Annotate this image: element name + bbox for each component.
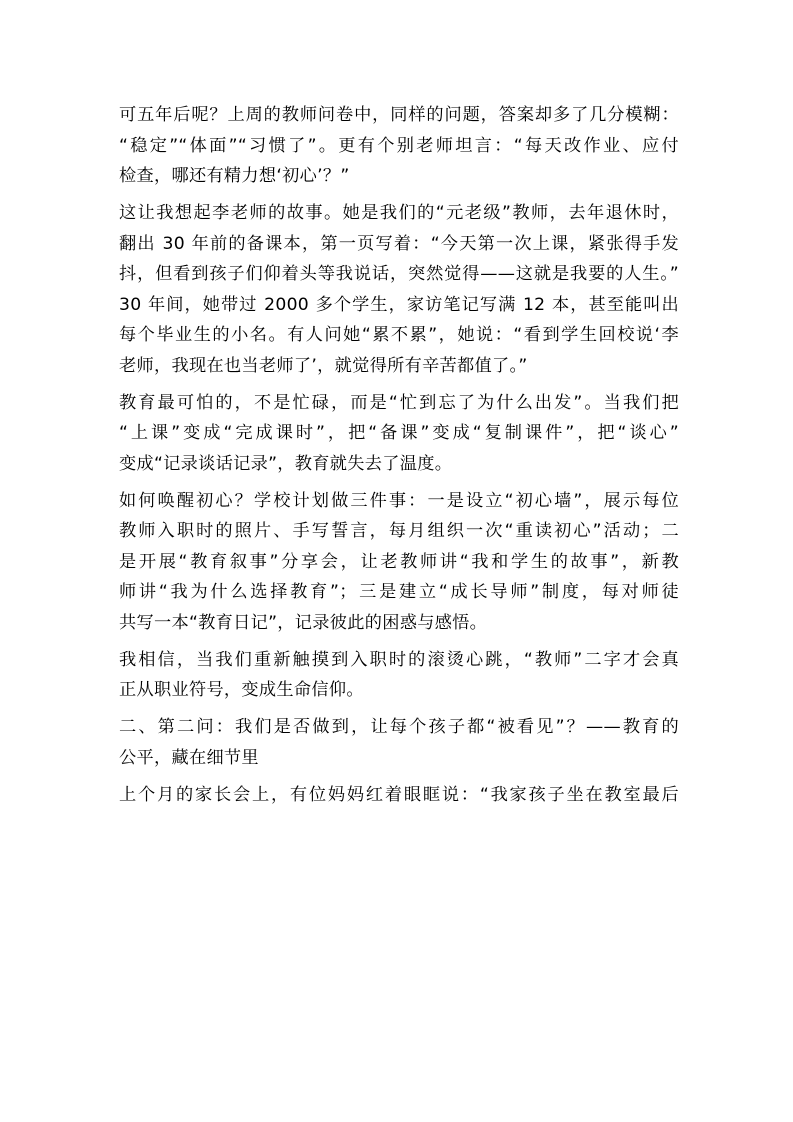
paragraph [119,100,679,192]
paragraph [119,486,679,639]
text-line: 我相信，当我们重新触摸到入职时的滚烫心跳，“教师”二字才会真 [119,649,679,670]
text-line: 30 年间，她带过 2000 多个学生，家访笔记写满 12 本，甚至能叫出 [119,294,679,315]
text-line: 抖，但看到孩子们仰着头等我说话，突然觉得——这就是我要的人生。” [119,264,679,284]
text-line: 师讲“我为什么选择教育”；三是建立“成长导师”制度，每对师徒 [119,582,679,602]
text-line: 二、第二问：我们是否做到，让每个孩子都“被看见”？——教育的 [119,717,679,737]
text-line: 检查，哪还有精力想‘初心’？” [119,166,350,186]
text-line: 如何唤醒初心？学校计划做三件事：一是设立“初心墙”，展示每位 [119,490,679,511]
text-line: 公平，藏在细节里 [119,747,259,768]
paragraph [119,388,679,480]
section-heading [119,712,679,773]
text-line: 这让我想起李老师的故事。她是我们的“元老级”教师，去年退休时， [119,203,679,223]
text-line: 教师入职时的照片、手写誓言，每月组织一次“重读初心”活动；二 [119,521,679,541]
text-line: 翻出 30 年前的备课本，第一页写着：“今天第一次上课，紧张得手发 [119,233,679,254]
text-line: 上个月的家长会上，有位妈妈红着眼眶说：“我家孩子坐在教室最后 [119,784,679,805]
paragraph [119,645,679,706]
document-body [119,100,679,810]
paragraph [119,780,679,811]
text-line: 老师，我现在也当老师了’，就觉得所有辛苦都值了。” [119,355,528,376]
text-line: 共写一本“教育日记”，记录彼此的困惑与感悟。 [119,612,488,633]
text-line: “稳定”“体面”“习惯了”。更有个别老师坦言：“每天改作业、应付 [119,135,679,156]
text-line: 教育最可怕的，不是忙碌，而是“忙到忘了为什么出发”。当我们把 [119,392,679,413]
text-line: 可五年后呢？上周的教师问卷中，同样的问题，答案却多了几分模糊： [119,105,679,125]
text-line: 正从职业符号，变成生命信仰。 [119,680,364,700]
text-line: 每个毕业生的小名。有人问她“累不累”，她说：“看到学生回校说‘李 [119,325,679,345]
text-line: 是开展“教育叙事”分享会，让老教师讲“我和学生的故事”，新教 [119,551,679,572]
paragraph [119,198,679,381]
text-line: “上课”变成“完成课时”，把“备课”变成“复制课件”，把“谈心” [119,423,679,443]
text-line: 变成“记录谈话记录”，教育就失去了温度。 [119,453,453,474]
